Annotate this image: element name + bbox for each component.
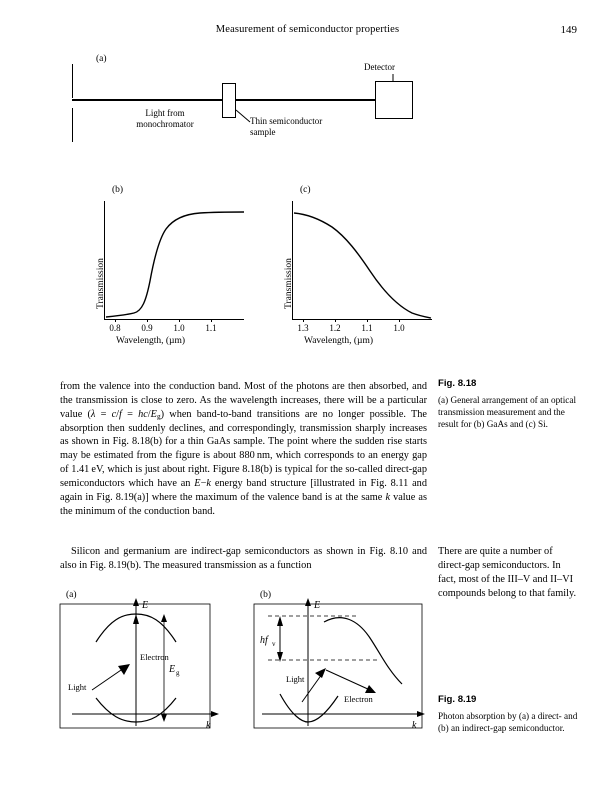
xticklabel-b-2: 1.0: [173, 323, 185, 333]
y-axis-label-c: Transmission: [284, 258, 294, 309]
xticklabel-b-3: 1.1: [205, 323, 217, 333]
detector-label: Detector: [364, 62, 395, 72]
figure-8-19-caption-text: Photon absorption by (a) a direct- and (b) an indirect-gap semiconductor.: [438, 710, 578, 733]
svg-text:v: v: [272, 640, 276, 648]
figure-8-18-caption: [438, 378, 578, 430]
xtick-c-1: [335, 319, 336, 322]
running-head: Measurement of semiconductor properties: [215, 24, 400, 35]
figure-8-18-caption-title: Fig. 8.18: [438, 378, 477, 389]
svg-text:E: E: [169, 664, 176, 675]
panel-c-letter: (c): [300, 185, 311, 195]
body-paragraph-1: [60, 380, 427, 518]
side-note: [438, 545, 578, 600]
diagram-indirect-gap: [246, 598, 456, 738]
xtick-c-0: [303, 319, 304, 322]
curve-si: [292, 201, 434, 321]
svg-text:Electron: Electron: [140, 652, 169, 662]
paragraph-2-text: Silicon and germanium are indirect-gap semiconductors as shown in Fig. 8.10 and also in Fig. 8.19(b). The measured transmission as a function: [60, 546, 427, 571]
svg-text:Electron: Electron: [344, 694, 373, 704]
x-axis-label-c: Wavelength, (µm): [304, 336, 374, 346]
xticklabel-c-0: 1.3: [297, 323, 309, 333]
xtick-b-1: [147, 319, 148, 322]
body-paragraph-2: [60, 545, 427, 573]
xticklabel-b-0: 0.8: [109, 323, 121, 333]
diagram-direct-gap: [52, 598, 242, 738]
figure-a-leaders: [60, 50, 440, 160]
figure-8-18-caption-text: (a) General arrangement of an optical transmission measurement and the result for (b) GaAs and (c) Si.: [438, 394, 576, 429]
xticklabel-c-1: 1.2: [329, 323, 341, 333]
svg-text:Light: Light: [68, 682, 87, 692]
svg-text:Light: Light: [286, 674, 305, 684]
y-axis-label-b: Transmission: [96, 258, 106, 309]
xtick-c-2: [367, 319, 368, 322]
chart-si-transmission: [248, 185, 438, 350]
chart-gaas-transmission: [60, 185, 250, 350]
xtick-b-3: [211, 319, 212, 322]
paragraph-1-text: from the valence into the conduction band. Most of the photons are then absorbed, and the transmission is close to zero. As the wavelength increases, there will be a particular value $(\lambda = c/f = hc/E_g)$ when band-to-band transitions are no longer possible. The absorption then suddenly declines, and correspondingly, transmission sharply increases as shown in Fig. 8.18(b) for a thin GaAs sample. The point where the sudden rise starts may be estimated from the figure is about 880 nm, which corresponds to an energy gap of 1.41 eV, which is just about right. Figure 8.18(b) is typical for the so-called direct-gap semiconductors which have an E−k energy band structure [illustrated in Fig. 8.11 and again in Fig. 8.19(a)] where the maximum of the valence band is at the same k value as the minimum of the conduction band.: [60, 381, 427, 517]
figure-8-18-panel-a: [60, 50, 440, 160]
svg-text:g: g: [176, 669, 180, 677]
svg-text:E: E: [314, 600, 321, 611]
xticklabel-c-3: 1.0: [393, 323, 405, 333]
svg-text:E: E: [142, 600, 149, 611]
sample-label: Thin semiconductor sample: [250, 116, 323, 138]
light-source-label: Light from monochromator: [136, 108, 194, 130]
xticklabel-b-1: 0.9: [141, 323, 153, 333]
svg-text:k: k: [206, 720, 211, 731]
x-axis-label-b: Wavelength, (µm): [116, 336, 186, 346]
page-number: 149: [560, 24, 577, 36]
panel-a19-letter: (a): [66, 590, 77, 600]
svg-text:k: k: [412, 720, 417, 731]
panel-b19-letter: (b): [260, 590, 272, 600]
curve-gaas: [104, 201, 246, 321]
figure-8-19: [52, 590, 452, 740]
xticklabel-c-2: 1.1: [361, 323, 373, 333]
xtick-b-0: [115, 319, 116, 322]
figure-8-19-caption-title: Fig. 8.19: [438, 694, 477, 705]
figure-8-19-caption: [438, 694, 578, 734]
panel-a-letter: (a): [96, 54, 107, 64]
xtick-b-2: [179, 319, 180, 322]
xtick-c-3: [399, 319, 400, 322]
svg-text:hf: hf: [260, 635, 268, 646]
panel-b-letter: (b): [112, 185, 124, 195]
side-note-text: There are quite a number of direct-gap semiconductors. In fact, most of the III–V and II–VI compounds belong to that family.: [438, 546, 577, 599]
